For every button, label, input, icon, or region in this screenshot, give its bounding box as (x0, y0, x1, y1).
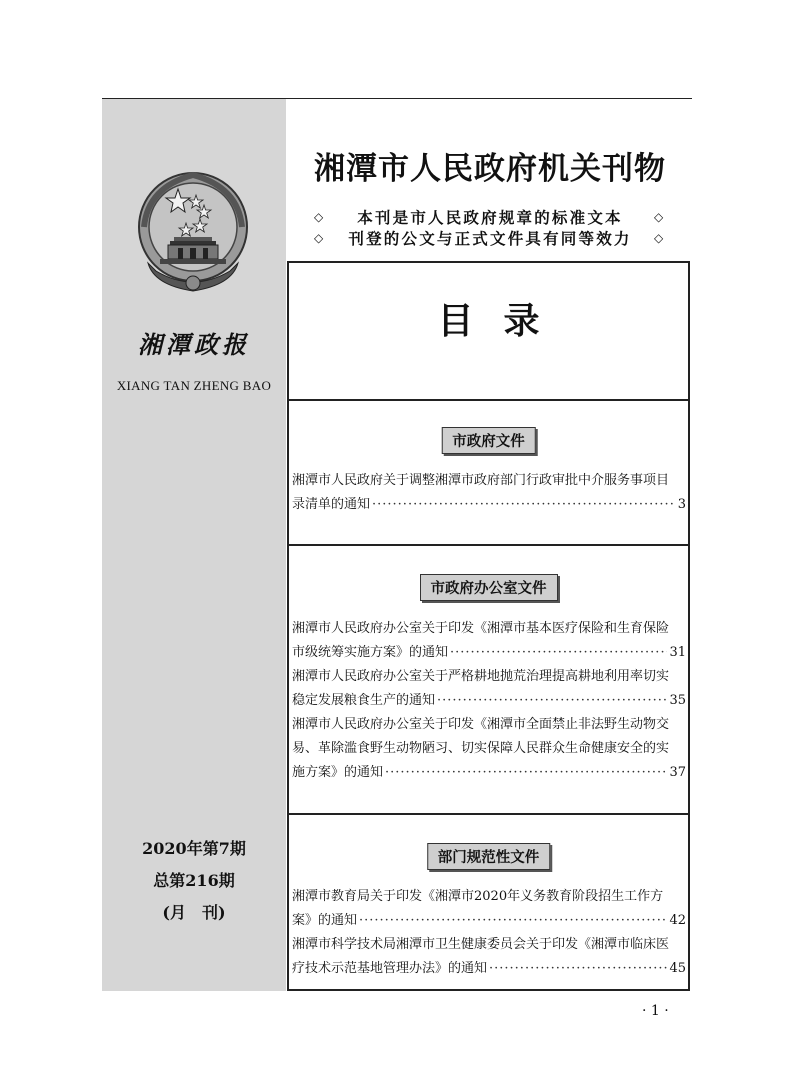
diamond-icon: ◇ (314, 231, 324, 245)
diamond-icon: ◇ (654, 210, 664, 224)
section-label: 市政府文件 (441, 427, 536, 454)
sidebar (102, 99, 286, 991)
subtitle-1: 本刊是市人民政府规章的标准文本 (357, 209, 623, 227)
section-label: 市政府办公室文件 (420, 574, 558, 601)
page-title: 湘潭市人民政府机关刊物 (314, 151, 666, 187)
magazine-pinyin: XIANG TAN ZHENG BAO (116, 378, 272, 393)
section-label: 部门规范性文件 (427, 843, 551, 870)
diamond-icon: ◇ (654, 231, 664, 245)
page-number: 42 (669, 913, 686, 928)
section-box (287, 544, 690, 815)
publication-frequency: (月 刊) (162, 903, 226, 922)
toc-entry[interactable]: 湘潭市人民政府关于调整湘潭市政府部门行政审批中介服务事项目 录清单的通知 ····· 3 (292, 469, 686, 517)
subtitle-2: 刊登的公文与正式文件具有同等效力 (348, 230, 632, 248)
toc-title-box (287, 261, 690, 401)
toc-entry[interactable]: 湘潭市人民政府办公室关于印发《湘潭市全面禁止非法野生动物交 易、革除滥食野生动物陋习、切实保障人民群众生命健康安全的实 施方案》的通知 ····· 37 (292, 713, 686, 785)
toc-entry[interactable]: 湘潭市人民政府办公室关于印发《湘潭市基本医疗保险和生育保险 市级统筹实施方案》的通知 ····· 31 (292, 617, 686, 665)
magazine-title: 湘潭政报 (138, 330, 250, 359)
page-number: 31 (669, 645, 686, 660)
toc-entry[interactable]: 湘潭市科学技术局湘潭市卫生健康委员会关于印发《湘潭市临床医 疗技术示范基地管理办法》的通知 ····· 45 (292, 933, 686, 981)
page-number: 37 (669, 765, 686, 780)
toc-entry[interactable]: 湘潭市教育局关于印发《湘潭市2020年义务教育阶段招生工作方 案》的通知 ····· 42 (292, 885, 686, 933)
page-number: 45 (669, 961, 686, 976)
total-issue-number: 总第216期 (153, 871, 235, 890)
toc-title: 目录 (437, 300, 570, 342)
national-emblem-icon (134, 167, 252, 297)
page-number: 3 (677, 497, 686, 512)
section-box (287, 813, 690, 991)
page-number: 35 (669, 693, 686, 708)
section-box (287, 399, 690, 546)
diamond-icon: ◇ (314, 210, 324, 224)
issue-number: 2020年第7期 (142, 839, 246, 858)
page-number-footer: · 1 · (642, 1003, 669, 1019)
toc-entry[interactable]: 湘潭市人民政府办公室关于严格耕地抛荒治理提高耕地利用率切实 稳定发展粮食生产的通知 ····· 35 (292, 665, 686, 713)
